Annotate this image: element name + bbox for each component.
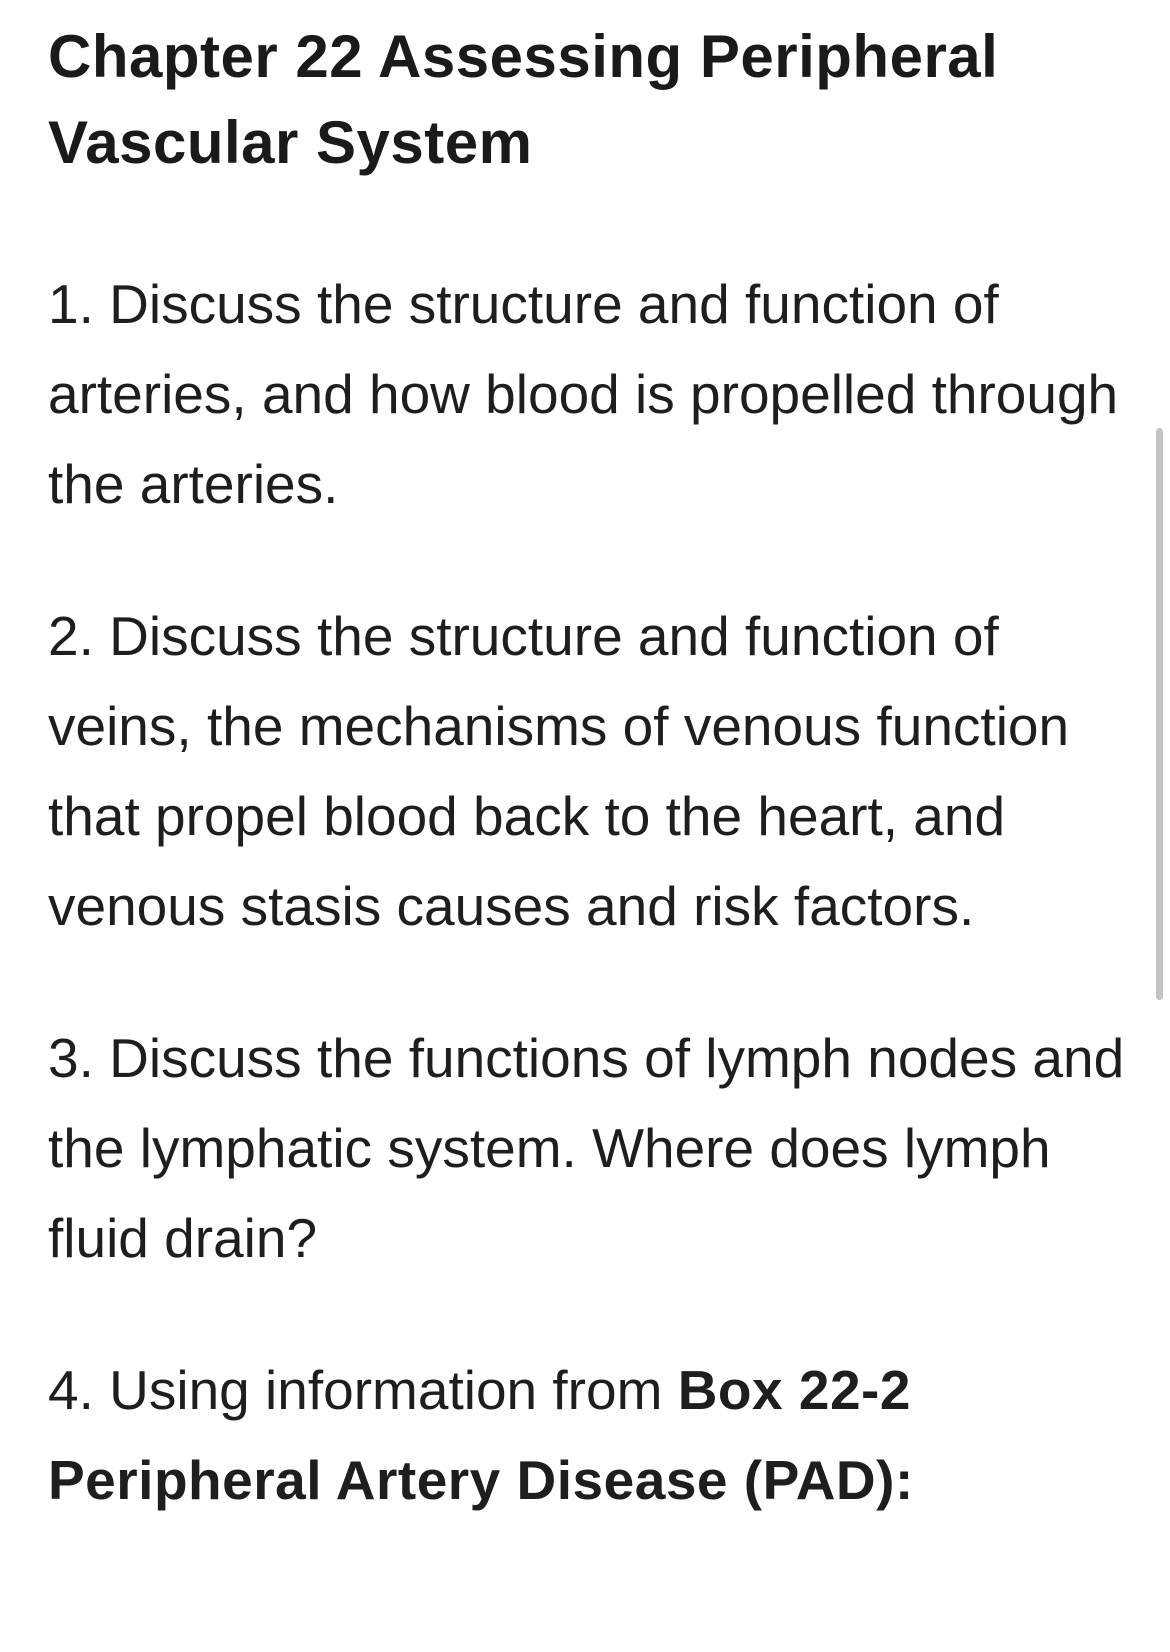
box-reference: Box 22-2 Peripheral Artery Disease (PAD): bbox=[48, 1359, 914, 1511]
question-4 bbox=[48, 1345, 1128, 1525]
document-body bbox=[48, 14, 1128, 1525]
vertical-scrollbar[interactable] bbox=[1156, 428, 1163, 1000]
question-2: 2. Discuss the structure and function of veins, the mechanisms of venous function that propel blood back to the heart, and venous stasis causes and risk factors. bbox=[48, 605, 1070, 937]
question-4-prefix: 4. Using information from bbox=[48, 1359, 678, 1421]
page-title: Chapter 22 Assessing Peripheral Vascular System bbox=[48, 23, 999, 176]
question-1: 1. Discuss the structure and function of arteries, and how blood is propelled through the arteries. bbox=[48, 273, 1119, 515]
question-3: 3. Discuss the functions of lymph nodes and the lymphatic system. Where does lymph fluid drain? bbox=[48, 1027, 1125, 1269]
